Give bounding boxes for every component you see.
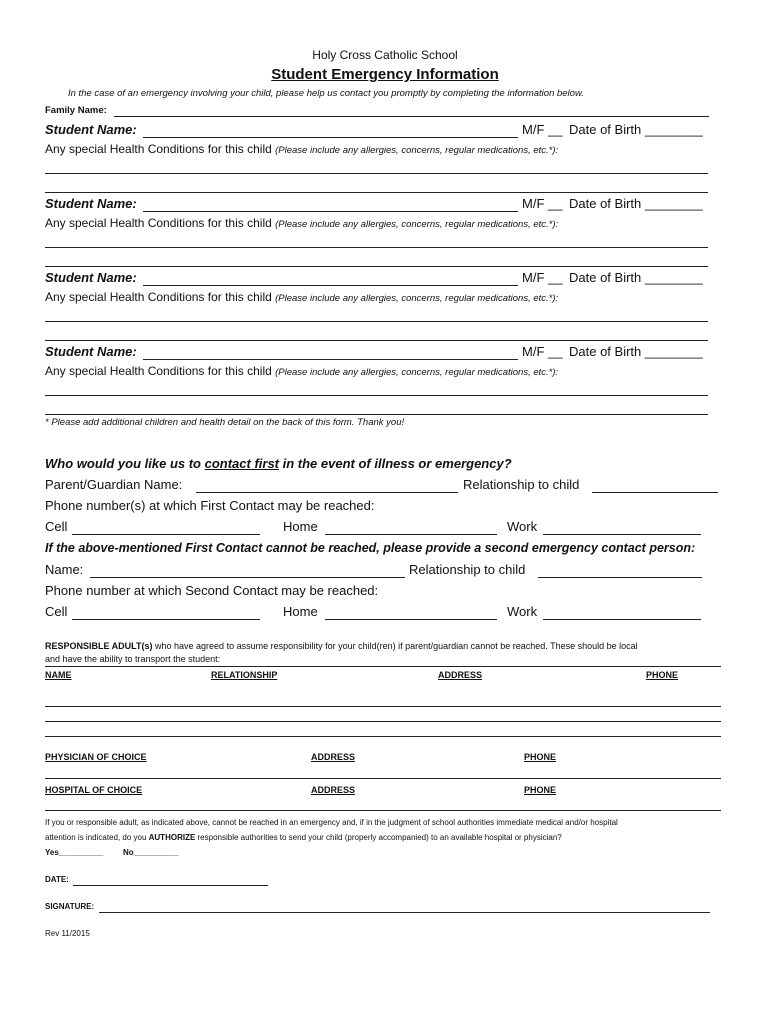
- health-conditions-line-1[interactable]: [45, 395, 708, 396]
- second-cell-label: Cell: [45, 604, 68, 619]
- health-conditions-line-1[interactable]: [45, 321, 708, 322]
- second-home-label: Home: [283, 604, 318, 619]
- health-conditions-line-1[interactable]: [45, 247, 708, 248]
- second-home-field[interactable]: [325, 619, 497, 620]
- student-sex-field[interactable]: M/F __: [522, 122, 563, 137]
- student-name-label: Student Name:: [45, 270, 137, 285]
- health-conditions-line-2[interactable]: [45, 414, 708, 415]
- table-top-rule: [45, 666, 721, 667]
- student-name-label: Student Name:: [45, 344, 137, 359]
- second-work-field[interactable]: [543, 619, 701, 620]
- additional-children-note: * Please add additional children and health detail on the back of this form. Thank you!: [45, 417, 405, 428]
- responsible-adult-row-2[interactable]: [45, 721, 721, 722]
- relationship-field[interactable]: [592, 492, 718, 493]
- contact-first-question: Who would you like us to contact first in the event of illness or emergency?: [45, 456, 512, 471]
- second-relationship-label: Relationship to child: [409, 562, 526, 577]
- home-label: Home: [283, 519, 318, 534]
- second-contact-heading: If the above-mentioned First Contact cannot be reached, please provide a second emergency contact person:: [45, 541, 696, 555]
- revision-label: Rev 11/2015: [45, 929, 90, 938]
- responsible-adult-row-3[interactable]: [45, 736, 721, 737]
- student-sex-field[interactable]: M/F __: [522, 196, 563, 211]
- col-address-header: ADDRESS: [438, 670, 483, 680]
- hospital-phone-label: PHONE: [524, 785, 557, 795]
- physician-label: PHYSICIAN OF CHOICE: [45, 752, 147, 762]
- authorize-no[interactable]: No__________: [123, 848, 179, 857]
- authorize-text-1: If you or responsible adult, as indicated above, cannot be reached in an emergency and, if in the judgment of school authorities immediate medical and/or hospital: [45, 818, 618, 827]
- page-title: Student Emergency Information: [271, 66, 499, 83]
- health-conditions-label: Any special Health Conditions for this child (Please include any allergies, concerns, regular medications, etc.*):: [45, 290, 559, 304]
- student-name-field[interactable]: [143, 211, 518, 212]
- physician-field[interactable]: [45, 778, 721, 779]
- school-name: Holy Cross Catholic School: [312, 48, 458, 62]
- signature-field[interactable]: [99, 912, 710, 913]
- student-dob-field[interactable]: Date of Birth ________: [569, 270, 703, 285]
- student-name-label: Student Name:: [45, 122, 137, 137]
- authorize-yes[interactable]: Yes__________: [45, 848, 104, 857]
- student-sex-field[interactable]: M/F __: [522, 344, 563, 359]
- parent-guardian-field[interactable]: [196, 492, 458, 493]
- physician-phone-label: PHONE: [524, 752, 557, 762]
- student-sex-field[interactable]: M/F __: [522, 270, 563, 285]
- col-phone-header: PHONE: [646, 670, 679, 680]
- signature-label: SIGNATURE:: [45, 902, 95, 911]
- health-conditions-label: Any special Health Conditions for this child (Please include any allergies, concerns, regular medications, etc.*):: [45, 364, 559, 378]
- responsible-adults-text: RESPONSIBLE ADULT(s) who have agreed to assume responsibility for your child(ren) if parent/guardian cannot be reached. These should be local: [45, 641, 638, 651]
- date-label: DATE:: [45, 875, 69, 884]
- health-conditions-label: Any special Health Conditions for this child (Please include any allergies, concerns, regular medications, etc.*):: [45, 142, 559, 156]
- second-relationship-field[interactable]: [538, 577, 702, 578]
- work-field[interactable]: [543, 534, 701, 535]
- student-name-field[interactable]: [143, 137, 518, 138]
- responsible-adult-row-1[interactable]: [45, 706, 721, 707]
- intro-text: In the case of an emergency involving your child, please help us contact you promptly by completing the information below.: [68, 88, 584, 99]
- date-field[interactable]: [73, 885, 268, 886]
- hospital-address-label: ADDRESS: [311, 785, 356, 795]
- responsible-adults-text-2: and have the ability to transport the student:: [45, 654, 221, 664]
- col-relationship-header: RELATIONSHIP: [211, 670, 278, 680]
- student-dob-field[interactable]: Date of Birth ________: [569, 196, 703, 211]
- hospital-label: HOSPITAL OF CHOICE: [45, 785, 143, 795]
- col-name-header: NAME: [45, 670, 72, 680]
- health-conditions-line-2[interactable]: [45, 266, 708, 267]
- student-dob-field[interactable]: Date of Birth ________: [569, 344, 703, 359]
- health-conditions-line-2[interactable]: [45, 340, 708, 341]
- health-conditions-label: Any special Health Conditions for this child (Please include any allergies, concerns, regular medications, etc.*):: [45, 216, 559, 230]
- work-label: Work: [507, 519, 538, 534]
- second-work-label: Work: [507, 604, 538, 619]
- parent-guardian-label: Parent/Guardian Name:: [45, 477, 183, 492]
- student-name-field[interactable]: [143, 359, 518, 360]
- authorize-text-2: attention is indicated, do you AUTHORIZE responsible authorities to send your child (properly accompanied) to an available hospital or physician?: [45, 833, 562, 842]
- second-cell-field[interactable]: [72, 619, 260, 620]
- home-field[interactable]: [325, 534, 497, 535]
- physician-address-label: ADDRESS: [311, 752, 356, 762]
- second-name-field[interactable]: [90, 577, 405, 578]
- health-conditions-line-2[interactable]: [45, 192, 708, 193]
- second-contact-phone-label: Phone number at which Second Contact may be reached:: [45, 583, 379, 598]
- health-conditions-line-1[interactable]: [45, 173, 708, 174]
- family-name-field[interactable]: [114, 116, 709, 117]
- student-name-field[interactable]: [143, 285, 518, 286]
- first-contact-phones-label: Phone number(s) at which First Contact may be reached:: [45, 498, 375, 513]
- cell-label: Cell: [45, 519, 68, 534]
- second-name-label: Name:: [45, 562, 84, 577]
- family-name-label: Family Name:: [45, 105, 107, 116]
- cell-field[interactable]: [72, 534, 260, 535]
- student-dob-field[interactable]: Date of Birth ________: [569, 122, 703, 137]
- hospital-field[interactable]: [45, 810, 721, 811]
- student-name-label: Student Name:: [45, 196, 137, 211]
- relationship-label: Relationship to child: [463, 477, 580, 492]
